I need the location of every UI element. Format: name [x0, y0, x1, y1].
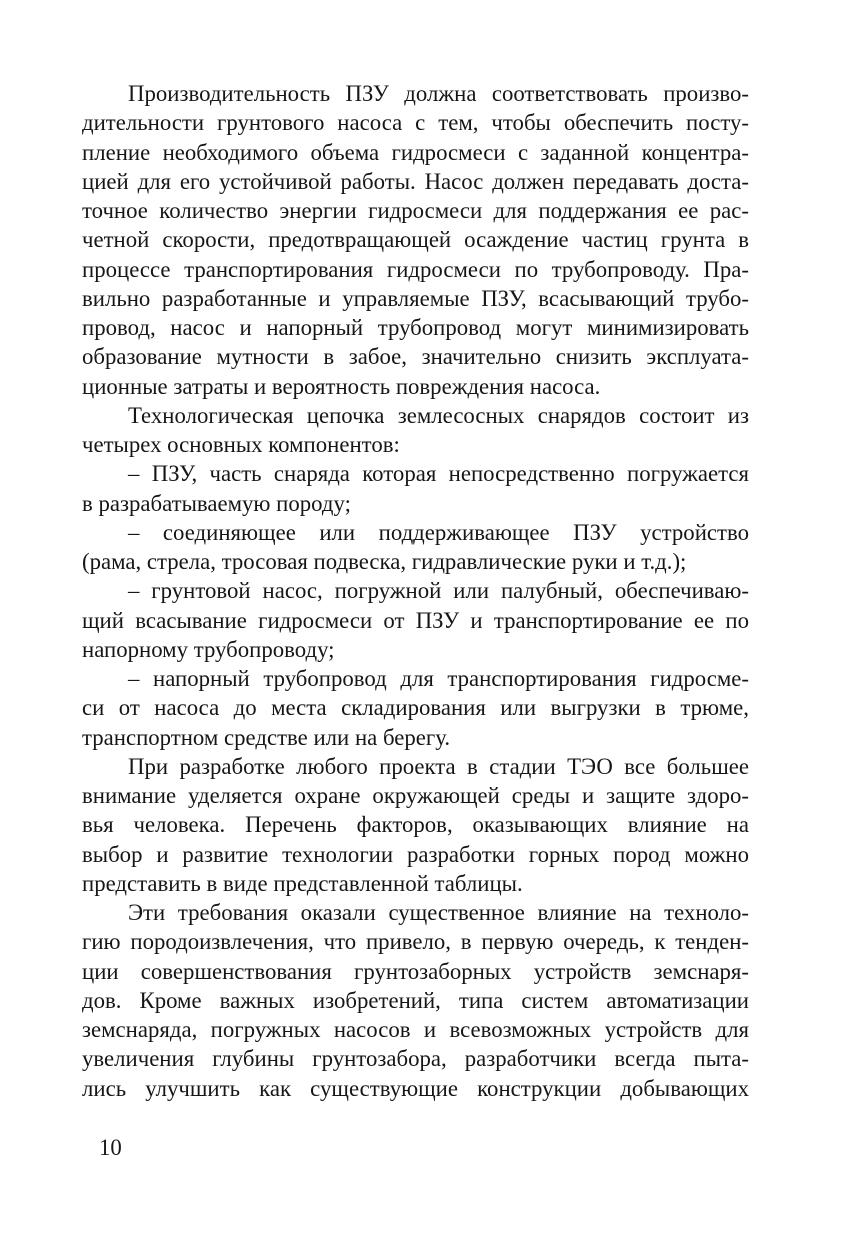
text-line: ции совершенствования грунтозаборных устройств земснаря-	[82, 958, 749, 984]
text-line: гию породоизвлечения, что привело, в первую очередь, к тенден-	[82, 929, 749, 955]
text-line: выбор и развитие технологии разработки горных пород можно	[82, 841, 749, 867]
text-line: ционные затраты и вероятность повреждения насоса.	[82, 373, 601, 399]
text-line: вья человека. Перечень факторов, оказывающих влияние на	[82, 812, 749, 838]
text-line: Технологическая цепочка землесосных снарядов состоит из	[128, 402, 749, 428]
text-line: – напорный трубопровод для транспортирования гидросме-	[128, 666, 749, 691]
text-line: дов. Кроме важных изобретений, типа систем автоматизации	[82, 987, 749, 1013]
text-line: провод, насос и напорный трубопровод могут минимизировать	[82, 315, 749, 340]
text-line: увеличения глубины грунтозабора, разработчики всегда пыта-	[82, 1046, 749, 1072]
text-line: Производительность ПЗУ должна соответствовать произво-	[128, 81, 749, 106]
text-line: земснаряда, погружных насосов и всевозможных устройств для	[82, 1017, 749, 1042]
text-line: четной скорости, предотвращающей осаждение частиц грунта в	[82, 227, 749, 253]
text-line: щий всасывание гидросмеси от ПЗУ и транспортирование ее по	[82, 607, 749, 633]
text-line: вильно разработанные и управляемые ПЗУ, всасывающий трубо-	[82, 285, 749, 311]
text-line: (рама, стрела, тросовая подвеска, гидравлические руки и т.д.);	[82, 549, 687, 574]
text-line: При разработке любого проекта в стадии ТЭО все большее	[128, 753, 749, 779]
text-line: процессе транспортирования гидросмеси по трубопроводу. Пра-	[82, 256, 749, 282]
text-line: – грунтовой насос, погружной или палубный, обеспечиваю-	[128, 578, 749, 604]
text-line: Эти требования оказали существенное влияние на техноло-	[128, 900, 749, 925]
text-line: представить в виде представленной таблицы.	[82, 870, 523, 896]
text-line: си от насоса до места складирования или выгрузки в трюме,	[82, 695, 749, 721]
page-number: 10	[99, 1135, 122, 1160]
text-line: внимание уделяется охране окружающей среды и защите здоро-	[82, 783, 749, 808]
page-body	[82, 79, 749, 1103]
text-line: дительности грунтового насоса с тем, чтобы обеспечить посту-	[82, 110, 749, 136]
text-line: – соединяющее или поддерживающее ПЗУ устройство	[128, 519, 749, 545]
text-line: напорному трубопроводу;	[82, 636, 335, 662]
text-line: лись улучшить как существующие конструкции добывающих	[82, 1075, 749, 1101]
text-line: цией для его устойчивой работы. Насос должен передавать доста-	[82, 168, 749, 194]
text-line: образование мутности в забое, значительно снизить эксплуата-	[82, 344, 749, 370]
text-line: пление необходимого объема гидросмеси с заданной концентра-	[82, 139, 749, 165]
text-line: – ПЗУ, часть снаряда которая непосредственно погружается	[128, 461, 749, 487]
text-line: транспортном средстве или на берегу.	[82, 724, 451, 750]
text-line: в разрабатываемую породу;	[82, 490, 351, 516]
text-line: четырех основных компонентов:	[82, 432, 400, 457]
text-line: точное количество энергии гидросмеси для поддержания ее рас-	[82, 198, 749, 223]
